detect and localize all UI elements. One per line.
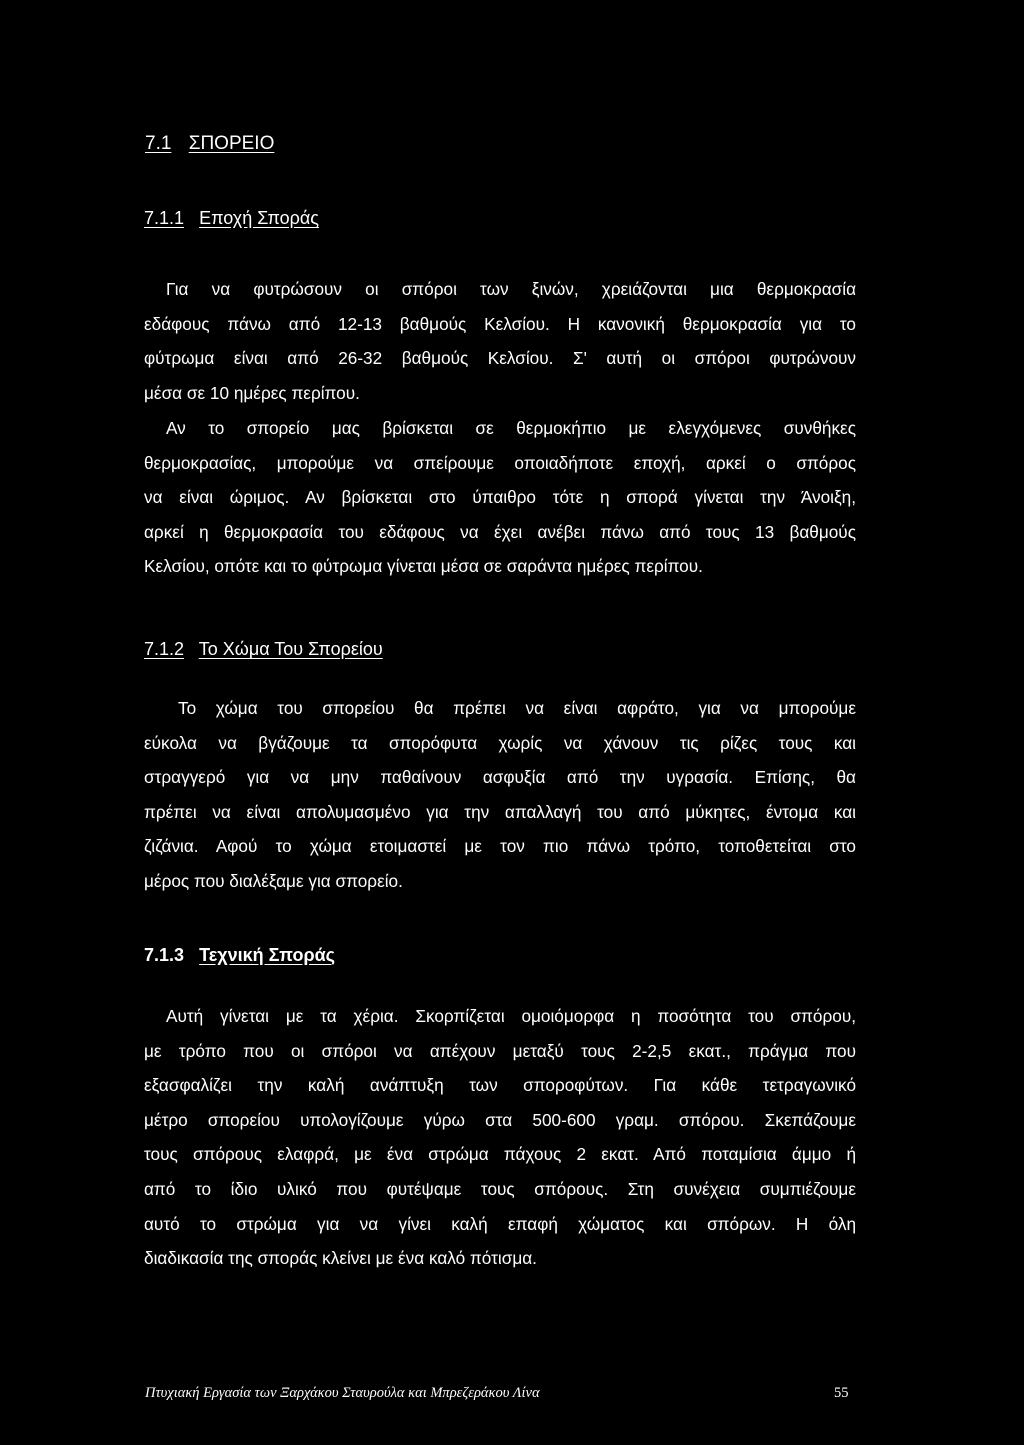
text-line: Κελσίου, οπότε και το φύτρωμα γίνεται μέσα σε σαράντα ημέρες περίπου. — [144, 556, 703, 577]
text-line: ζιζάνια. Αφού το χώμα ετοιμαστεί με τον πιο πάνω τρόπο, τοποθετείται στο — [144, 836, 856, 857]
text-line: Για να φυτρώσουν οι σπόροι των ξινών, χρειάζονται μια θερμοκρασία — [166, 279, 856, 299]
text-line: πρέπει να είναι απολυμασμένο για την απαλλαγή του από μύκητες, έντομα και — [144, 801, 856, 822]
text-line: διαδικασία της σποράς κλείνει με ένα καλό πότισμα. — [144, 1248, 537, 1269]
text-line: Αυτή γίνεται με τα χέρια. Σκορπίζεται ομοιόμορφα η ποσότητα του σπόρου, — [166, 1006, 856, 1026]
text-line: φύτρωμα είναι από 26-32 βαθμούς Κελσίου. Σ' αυτή οι σπόροι φυτρώνουν — [144, 348, 856, 369]
section-heading-soil — [144, 637, 383, 661]
text-line: μέρος που διαλέξαμε για σπορείο. — [144, 870, 403, 891]
text-line: τους σπόρους ελαφρά, με ένα στρώμα πάχους 2 εκατ. Από ποταμίσια άμμο ή — [144, 1144, 856, 1165]
paragraph-season-2 — [144, 411, 856, 584]
text-line: εδάφους πάνω από 12-13 βαθμούς Κελσίου. Η κανονική θερμοκρασία για το — [144, 313, 856, 334]
text-line: μέσα σε 10 ημέρες περίπου. — [144, 382, 360, 403]
section-title: Τεχνική Σποράς — [199, 945, 336, 965]
section-title: Εποχή Σποράς — [199, 208, 319, 228]
paragraph-technique — [144, 999, 856, 1276]
text-line: εξασφαλίζει την καλή ανάπτυξη των σποροφύτων. Για κάθε τετραγωνικό — [144, 1075, 856, 1096]
chapter-number: 7.1 — [145, 133, 172, 154]
text-line: Το χώμα του σπορείου θα πρέπει να είναι αφράτο, για να μπορούμε — [178, 698, 856, 718]
section-heading-technique — [144, 943, 335, 967]
text-line: στραγγερό για να μην παθαίνουν ασφυξία από την υγρασία. Επίσης, θα — [144, 767, 856, 788]
section-heading-season — [144, 206, 319, 230]
section-title: Το Χώμα Του Σπορείου — [198, 639, 383, 659]
paragraph-season-1 — [144, 272, 856, 410]
page-number: 55 — [834, 1385, 849, 1401]
text-line: θερμοκρασίας, μπορούμε να σπείρουμε οποιαδήποτε εποχή, αρκεί ο σπόρος — [144, 452, 856, 473]
text-line: Αν το σπορείο μας βρίσκεται σε θερμοκήπιο με ελεγχόμενες συνθήκες — [166, 418, 856, 438]
text-line: αυτό το στρώμα για να γίνει καλή επαφή χώματος και σπόρων. Η όλη — [144, 1213, 856, 1234]
text-line: μέτρο σπορείου υπολογίζουμε γύρω στα 500-600 γραμ. σπόρου. Σκεπάζουμε — [144, 1109, 856, 1130]
text-line: αρκεί η θερμοκρασία του εδάφους να έχει ανέβει πάνω από τους 13 βαθμούς — [144, 521, 856, 542]
text-line: να είναι ώριμος. Αν βρίσκεται στο ύπαιθρο τότε η σπορά γίνεται την Άνοιξη, — [144, 487, 856, 508]
section-number: 7.1.3 — [144, 945, 185, 965]
section-number: 7.1.1 — [144, 208, 185, 228]
text-line: εύκολα να βγάζουμε τα σπορόφυτα χωρίς να χάνουν τις ρίζες τους και — [144, 732, 856, 753]
text-line: με τρόπο που οι σπόροι να απέχουν μεταξύ τους 2-2,5 εκατ., πράγμα που — [144, 1040, 856, 1061]
footer-title: Πτυχιακή Εργασία των Ξαρχάκου Σταυρούλα και Μπρεζεράκου Λίνα — [145, 1385, 540, 1401]
section-number: 7.1.2 — [144, 639, 185, 659]
chapter-title: ΣΠΟΡΕΙΟ — [188, 133, 275, 154]
chapter-heading — [145, 132, 274, 156]
text-line: από το ίδιο υλικό που φυτέψαμε τους σπόρους. Στη συνέχεια συμπιέζουμε — [144, 1178, 856, 1199]
paragraph-soil — [144, 691, 856, 899]
